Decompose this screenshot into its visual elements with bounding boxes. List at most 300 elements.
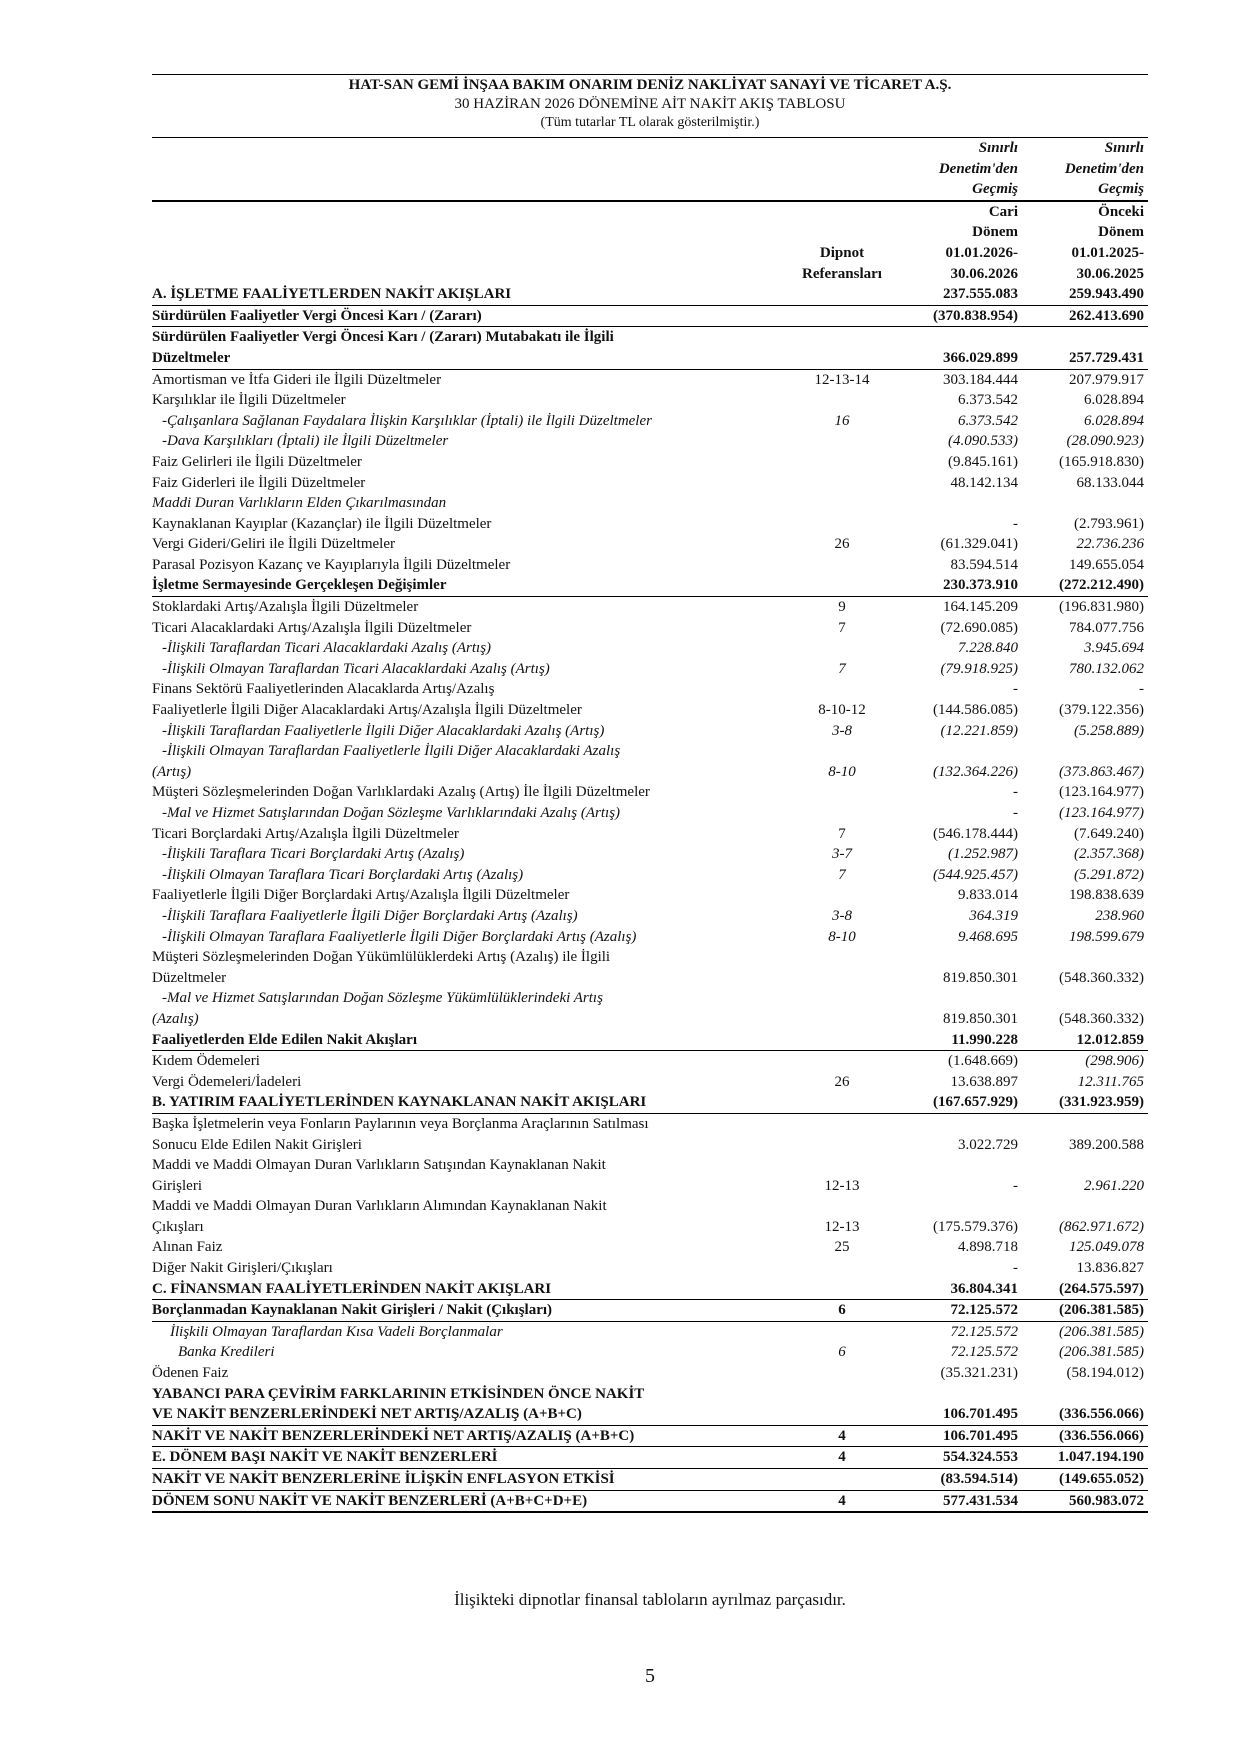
row-label: NAKİT VE NAKİT BENZERLERİNE İLİŞKİN ENFLASYON ETKİSİ bbox=[152, 1469, 792, 1491]
row-current-value: (4.090.533) bbox=[948, 433, 1018, 450]
row-current-value bbox=[892, 947, 1022, 968]
row-label: Ticari Alacaklardaki Artış/Azalışla İlgili Düzeltmeler bbox=[152, 619, 472, 636]
row-current-value: (167.657.929) bbox=[892, 1092, 1022, 1113]
row-note-ref bbox=[792, 1092, 892, 1113]
row-note-ref bbox=[792, 1051, 892, 1072]
row-prior-value: (548.360.332) bbox=[1059, 1010, 1144, 1027]
row-note-ref: 3-7 bbox=[832, 846, 852, 863]
table-row bbox=[152, 1113, 1148, 1134]
row-label: Finans Sektörü Faaliyetlerinden Alacaklarda Artış/Azalış bbox=[152, 681, 495, 698]
row-current-value: (544.925.457) bbox=[933, 866, 1018, 883]
row-prior-value: 198.599.679 bbox=[1069, 928, 1144, 945]
row-current-value: 72.125.572 bbox=[950, 1344, 1018, 1361]
row-label: Vergi Ödemeleri/İadeleri bbox=[152, 1073, 302, 1090]
table-row bbox=[152, 741, 1148, 762]
row-current-value: 303.184.444 bbox=[943, 371, 1018, 388]
row-note-ref bbox=[792, 1113, 892, 1134]
audit-header-cur-1: Sınırlı bbox=[978, 140, 1018, 156]
row-prior-value: 780.132.062 bbox=[1069, 660, 1144, 677]
row-current-value bbox=[892, 988, 1022, 1009]
row-prior-value: 262.413.690 bbox=[1022, 305, 1148, 327]
row-prior-value: 238.960 bbox=[1095, 907, 1144, 924]
row-prior-value: 389.200.588 bbox=[1069, 1136, 1144, 1153]
row-prior-value: (206.381.585) bbox=[1059, 1344, 1144, 1361]
current-period-header-4: 30.06.2026 bbox=[950, 265, 1018, 282]
row-current-value: (35.321.231) bbox=[940, 1365, 1018, 1382]
row-prior-value: 125.049.078 bbox=[1069, 1239, 1144, 1256]
row-current-value: (1.252.987) bbox=[948, 846, 1018, 863]
table-row bbox=[152, 1217, 1148, 1238]
row-current-value: - bbox=[1013, 515, 1018, 532]
row-note-ref: 16 bbox=[834, 412, 850, 429]
statement-title: 30 HAZİRAN 2026 DÖNEMİNE AİT NAKİT AKIŞ TABLOSU bbox=[454, 96, 846, 112]
row-current-value: (144.586.085) bbox=[933, 702, 1018, 719]
row-current-value: (72.690.085) bbox=[940, 619, 1018, 636]
table-row bbox=[152, 1135, 1148, 1156]
table-row bbox=[152, 803, 1148, 824]
row-prior-value: (272.212.490) bbox=[1022, 575, 1148, 596]
row-label: İlişkili Olmayan Taraflardan Kısa Vadeli Borçlanmalar bbox=[170, 1323, 503, 1340]
table-row bbox=[152, 1490, 1148, 1512]
row-note-ref bbox=[792, 452, 892, 473]
row-label: Alınan Faiz bbox=[152, 1239, 223, 1256]
row-current-value: - bbox=[1013, 1177, 1018, 1194]
table-row bbox=[152, 1176, 1148, 1197]
row-prior-value: (123.164.977) bbox=[1059, 784, 1144, 801]
row-note-ref bbox=[792, 473, 892, 494]
row-note-ref bbox=[792, 1279, 892, 1300]
row-current-value: 83.594.514 bbox=[950, 556, 1018, 573]
row-prior-value: (336.556.066) bbox=[1022, 1425, 1148, 1447]
row-current-value: 554.324.553 bbox=[892, 1447, 1022, 1469]
row-note-ref: 25 bbox=[834, 1239, 850, 1256]
table-row bbox=[152, 473, 1148, 494]
row-label: Diğer Nakit Girişleri/Çıkışları bbox=[152, 1260, 333, 1277]
row-prior-value: 259.943.490 bbox=[1022, 284, 1148, 305]
row-label: Müşteri Sözleşmelerinden Doğan Yükümlülüklerdeki Artış (Azalış) ile İlgili bbox=[152, 949, 611, 966]
row-current-value: 72.125.572 bbox=[950, 1323, 1018, 1340]
audit-header-cur-2: Denetim'den bbox=[938, 160, 1018, 177]
row-current-value: 819.850.301 bbox=[943, 969, 1018, 986]
table-row bbox=[152, 1072, 1148, 1093]
row-current-value: 7.228.840 bbox=[958, 640, 1018, 657]
row-label: VE NAKİT BENZERLERİNDEKİ NET ARTIŞ/AZALIŞ (A+B+C) bbox=[152, 1404, 792, 1425]
row-note-ref bbox=[792, 803, 892, 824]
row-label: Sonucu Elde Edilen Nakit Girişleri bbox=[152, 1136, 362, 1153]
row-label: Vergi Gideri/Geliri ile İlgili Düzeltmeler bbox=[152, 536, 395, 553]
row-prior-value bbox=[1022, 1113, 1148, 1134]
row-note-ref bbox=[792, 493, 892, 514]
row-prior-value: (5.291.872) bbox=[1074, 866, 1144, 883]
table-row bbox=[152, 1342, 1148, 1363]
row-label: Sürdürülen Faaliyetler Vergi Öncesi Karı / (Zararı) Mutabakatı ile İlgili bbox=[152, 329, 614, 346]
table-row bbox=[152, 844, 1148, 865]
audit-header-prev-2: Denetim'den bbox=[1064, 160, 1144, 177]
row-label: YABANCI PARA ÇEVİRİM FARKLARININ ETKİSİNDEN ÖNCE NAKİT bbox=[152, 1385, 645, 1402]
row-current-value bbox=[892, 327, 1022, 348]
row-current-value: (175.579.376) bbox=[933, 1218, 1018, 1235]
audit-header-prev-3: Geçmiş bbox=[1022, 179, 1148, 201]
row-note-ref bbox=[792, 1321, 892, 1342]
row-current-value: (61.329.041) bbox=[940, 536, 1018, 553]
row-label: Başka İşletmelerin veya Fonların Paylarının veya Borçlanma Araçlarının Satılması bbox=[152, 1115, 649, 1132]
row-current-value: 48.142.134 bbox=[950, 474, 1018, 491]
row-note-ref bbox=[792, 575, 892, 596]
row-prior-value: (331.923.959) bbox=[1022, 1092, 1148, 1113]
currency-note: (Tüm tutarlar TL olarak gösterilmiştir.) bbox=[540, 115, 760, 130]
row-note-ref: 8-10 bbox=[828, 763, 856, 780]
row-note-ref bbox=[792, 1258, 892, 1279]
row-prior-value: 13.836.827 bbox=[1076, 1260, 1144, 1277]
table-row bbox=[152, 575, 1148, 596]
row-note-ref bbox=[792, 1135, 892, 1156]
row-note-ref: 8-10 bbox=[828, 928, 856, 945]
row-label: Sürdürülen Faaliyetler Vergi Öncesi Karı / (Zararı) bbox=[152, 305, 792, 327]
row-note-ref bbox=[792, 782, 892, 803]
row-note-ref: 4 bbox=[792, 1425, 892, 1447]
cash-flow-table bbox=[152, 137, 1148, 1513]
row-label: Faiz Gelirleri ile İlgili Düzeltmeler bbox=[152, 453, 362, 470]
row-prior-value: (196.831.980) bbox=[1059, 599, 1144, 616]
row-prior-value: (379.122.356) bbox=[1059, 702, 1144, 719]
row-prior-value: (298.906) bbox=[1085, 1053, 1144, 1070]
table-row bbox=[152, 1279, 1148, 1300]
row-prior-value: 6.028.894 bbox=[1084, 412, 1144, 429]
table-row bbox=[152, 1300, 1148, 1322]
table-row bbox=[152, 988, 1148, 1009]
row-prior-value: 22.736.236 bbox=[1076, 536, 1144, 553]
row-current-value: 72.125.572 bbox=[892, 1300, 1022, 1322]
audit-header-prev-1: Sınırlı bbox=[1104, 140, 1144, 156]
table-row bbox=[152, 927, 1148, 948]
table-row bbox=[152, 1425, 1148, 1447]
table-body bbox=[152, 284, 1148, 1512]
table-row bbox=[152, 1051, 1148, 1072]
row-label: Maddi ve Maddi Olmayan Duran Varlıkların Satışından Kaynaklanan Nakit bbox=[152, 1157, 606, 1174]
row-label: NAKİT VE NAKİT BENZERLERİNDEKİ NET ARTIŞ/AZALIŞ (A+B+C) bbox=[152, 1425, 792, 1447]
row-current-value: 36.804.341 bbox=[892, 1279, 1022, 1300]
row-label: A. İŞLETME FAALİYETLERDEN NAKİT AKIŞLARI bbox=[152, 284, 792, 305]
row-prior-value: - bbox=[1139, 681, 1144, 698]
row-label: Kaynaklanan Kayıplar (Kazançlar) ile İlgili Düzeltmeler bbox=[152, 515, 492, 532]
row-note-ref: 12-13 bbox=[824, 1218, 860, 1235]
row-label: Düzeltmeler bbox=[152, 348, 792, 369]
row-current-value: 819.850.301 bbox=[943, 1010, 1018, 1027]
row-note-ref bbox=[792, 679, 892, 700]
table-row bbox=[152, 1237, 1148, 1258]
row-note-ref bbox=[792, 1030, 892, 1051]
row-note-ref bbox=[792, 284, 892, 305]
row-note-ref: 3-8 bbox=[832, 722, 852, 739]
row-label: Faiz Giderleri ile İlgili Düzeltmeler bbox=[152, 474, 366, 491]
row-current-value: (12.221.859) bbox=[940, 722, 1018, 739]
row-prior-value bbox=[1022, 327, 1148, 348]
row-prior-value: 560.983.072 bbox=[1022, 1490, 1148, 1512]
row-note-ref bbox=[792, 327, 892, 348]
row-label: -Çalışanlara Sağlanan Faydalara İlişkin Karşılıklar (İptali) ile İlgili Düzeltmeler bbox=[162, 412, 652, 429]
row-prior-value: (206.381.585) bbox=[1022, 1300, 1148, 1322]
row-label: Amortisman ve İtfa Gideri ile İlgili Düzeltmeler bbox=[152, 371, 442, 388]
row-prior-value: 3.945.694 bbox=[1084, 640, 1144, 657]
row-note-ref bbox=[792, 390, 892, 411]
row-current-value: 9.833.014 bbox=[958, 887, 1018, 904]
row-label: Faaliyetlerle İlgili Diğer Alacaklardaki Artış/Azalışla İlgili Düzeltmeler bbox=[152, 702, 582, 719]
row-label: Kıdem Ödemeleri bbox=[152, 1053, 260, 1070]
current-period-header-1: Cari bbox=[988, 203, 1018, 220]
row-prior-value: (149.655.052) bbox=[1022, 1469, 1148, 1491]
row-label: -Mal ve Hizmet Satışlarından Doğan Sözleşme Yükümlülüklerindeki Artış bbox=[162, 990, 603, 1007]
row-note-ref bbox=[792, 1363, 892, 1384]
row-current-value: (132.364.226) bbox=[933, 763, 1018, 780]
row-prior-value: (123.164.977) bbox=[1059, 805, 1144, 821]
row-current-value: 364.319 bbox=[969, 907, 1018, 924]
row-note-ref: 7 bbox=[838, 660, 846, 677]
row-prior-value: (58.194.012) bbox=[1066, 1365, 1144, 1382]
audit-header-cur-3: Geçmiş bbox=[892, 179, 1022, 201]
table-row bbox=[152, 700, 1148, 721]
row-note-ref: 26 bbox=[834, 536, 850, 553]
table-row bbox=[152, 452, 1148, 473]
row-prior-value: 68.133.044 bbox=[1076, 474, 1144, 491]
table-row bbox=[152, 865, 1148, 886]
row-current-value: 6.373.542 bbox=[958, 392, 1018, 409]
table-row bbox=[152, 431, 1148, 452]
row-label: Düzeltmeler bbox=[152, 969, 227, 986]
row-prior-value: 784.077.756 bbox=[1069, 619, 1144, 636]
row-label: -İlişkili Olmayan Taraflara Ticari Borçlardaki Artış (Azalış) bbox=[162, 866, 524, 883]
row-label: -Mal ve Hizmet Satışlarından Doğan Sözleşme Varlıklarındaki Azalış (Artış) bbox=[162, 805, 621, 821]
row-label: Maddi Duran Varlıkların Elden Çıkarılmasından bbox=[152, 495, 447, 512]
row-note-ref: 12-13-14 bbox=[814, 371, 870, 388]
row-prior-value: (373.863.467) bbox=[1059, 763, 1144, 780]
row-label: -İlişkili Olmayan Taraflara Faaliyetlerle İlgili Diğer Borçlardaki Artış (Azalış) bbox=[162, 928, 637, 945]
table-row bbox=[152, 1363, 1148, 1384]
prior-period-header-2: Dönem bbox=[1098, 224, 1144, 241]
row-label: Çıkışları bbox=[152, 1218, 204, 1235]
row-current-value: - bbox=[1013, 805, 1018, 821]
row-prior-value bbox=[1022, 493, 1148, 514]
row-prior-value: 198.838.639 bbox=[1069, 887, 1144, 904]
row-note-ref: 3-8 bbox=[832, 907, 852, 924]
row-current-value bbox=[892, 741, 1022, 762]
row-label: Müşteri Sözleşmelerinden Doğan Varlıklardaki Azalış (Artış) İle İlgili Düzeltmeler bbox=[152, 784, 650, 801]
row-prior-value: (2.357.368) bbox=[1074, 846, 1144, 863]
current-period-header-2: Dönem bbox=[972, 224, 1018, 241]
row-current-value: (1.648.669) bbox=[948, 1053, 1018, 1070]
row-prior-value: 149.655.054 bbox=[1069, 556, 1144, 573]
row-label: Parasal Pozisyon Kazanç ve Kayıplarıyla İlgili Düzeltmeler bbox=[152, 556, 511, 573]
row-note-ref bbox=[792, 431, 892, 452]
row-current-value: (83.594.514) bbox=[892, 1469, 1022, 1491]
row-current-value: 13.638.897 bbox=[950, 1073, 1018, 1090]
table-row bbox=[152, 885, 1148, 906]
table-row bbox=[152, 555, 1148, 576]
company-name: HAT-SAN GEMİ İNŞAA BAKIM ONARIM DENİZ NAKLİYAT SANAYİ VE TİCARET A.Ş. bbox=[348, 77, 952, 93]
row-label: C. FİNANSMAN FAALİYETLERİNDEN NAKİT AKIŞLARI bbox=[152, 1279, 792, 1300]
table-row bbox=[152, 968, 1148, 989]
table-row bbox=[152, 1009, 1148, 1030]
page-number: 5 bbox=[645, 1665, 655, 1687]
row-note-ref: 6 bbox=[838, 1344, 846, 1361]
table-row bbox=[152, 1030, 1148, 1051]
row-prior-value: (28.090.923) bbox=[1066, 433, 1144, 450]
row-label: Stoklardaki Artış/Azalışla İlgili Düzeltmeler bbox=[152, 599, 419, 616]
table-row bbox=[152, 493, 1148, 514]
table-row bbox=[152, 1155, 1148, 1176]
table-row bbox=[152, 1469, 1148, 1491]
row-note-ref bbox=[792, 1155, 892, 1176]
row-note-ref: 9 bbox=[838, 599, 846, 616]
row-prior-value bbox=[1022, 741, 1148, 762]
row-note-ref bbox=[792, 638, 892, 659]
row-note-ref: 8-10-12 bbox=[818, 702, 866, 719]
row-current-value: 237.555.083 bbox=[892, 284, 1022, 305]
table-row bbox=[152, 782, 1148, 803]
note-ref-header-1: Dipnot bbox=[819, 244, 865, 261]
row-note-ref bbox=[792, 348, 892, 369]
statement-header bbox=[152, 74, 1148, 132]
row-prior-value: (7.649.240) bbox=[1074, 825, 1144, 842]
table-row bbox=[152, 721, 1148, 742]
row-current-value: (370.838.954) bbox=[892, 305, 1022, 327]
current-period-header-3: 01.01.2026- bbox=[945, 244, 1018, 261]
note-ref-header-2: Referansları bbox=[802, 265, 882, 282]
table-row bbox=[152, 947, 1148, 968]
row-note-ref bbox=[792, 555, 892, 576]
table-row bbox=[152, 618, 1148, 639]
row-prior-value: 257.729.431 bbox=[1022, 348, 1148, 369]
row-note-ref: 7 bbox=[838, 866, 846, 883]
row-note-ref bbox=[792, 305, 892, 327]
table-row bbox=[152, 679, 1148, 700]
table-row bbox=[152, 638, 1148, 659]
prior-period-header-4: 30.06.2025 bbox=[1076, 265, 1144, 282]
row-current-value: 4.898.718 bbox=[958, 1239, 1018, 1256]
row-label: B. YATIRIM FAALİYETLERİNDEN KAYNAKLANAN NAKİT AKIŞLARI bbox=[152, 1092, 792, 1113]
row-label: Banka Kredileri bbox=[178, 1344, 275, 1361]
row-prior-value: (206.381.585) bbox=[1059, 1323, 1144, 1340]
row-note-ref: 4 bbox=[792, 1447, 892, 1469]
row-label: İşletme Sermayesinde Gerçekleşen Değişimler bbox=[152, 575, 792, 596]
row-prior-value: 207.979.917 bbox=[1069, 371, 1144, 388]
row-label: -İlişkili Olmayan Taraflardan Faaliyetlerle İlgili Diğer Alacaklardaki Azalış bbox=[162, 743, 621, 760]
footer-note: İlişikteki dipnotlar finansal tabloların ayrılmaz parçasıdır. bbox=[454, 1590, 846, 1609]
row-note-ref bbox=[792, 885, 892, 906]
row-label: -İlişkili Taraflara Ticari Borçlardaki Artış (Azalış) bbox=[162, 846, 465, 863]
table-row bbox=[152, 1092, 1148, 1113]
row-label: Maddi ve Maddi Olmayan Duran Varlıkların Alımından Kaynaklanan Nakit bbox=[152, 1198, 607, 1215]
row-note-ref: 6 bbox=[792, 1300, 892, 1322]
row-label: -Dava Karşılıkları (İptali) ile İlgili Düzeltmeler bbox=[162, 433, 449, 450]
row-prior-value: (2.793.961) bbox=[1074, 515, 1144, 532]
row-label: (Artış) bbox=[152, 763, 192, 780]
row-current-value bbox=[892, 493, 1022, 514]
row-label: Girişleri bbox=[152, 1177, 202, 1194]
row-prior-value: (862.971.672) bbox=[1059, 1218, 1144, 1235]
row-label: E. DÖNEM BAŞI NAKİT VE NAKİT BENZERLERİ bbox=[152, 1447, 792, 1469]
row-current-value bbox=[892, 1196, 1022, 1217]
row-label: Ödenen Faiz bbox=[152, 1365, 229, 1382]
row-prior-value: 1.047.194.190 bbox=[1022, 1447, 1148, 1469]
row-note-ref bbox=[792, 1196, 892, 1217]
prior-period-header-3: 01.01.2025- bbox=[1071, 244, 1144, 261]
row-prior-value bbox=[1022, 947, 1148, 968]
row-label: -İlişkili Taraflardan Ticari Alacaklardaki Azalış (Artış) bbox=[162, 640, 492, 657]
row-label: Borçlanmadan Kaynaklanan Nakit Girişleri / Nakit (Çıkışları) bbox=[152, 1300, 792, 1322]
row-current-value: (9.845.161) bbox=[948, 453, 1018, 470]
row-note-ref bbox=[792, 947, 892, 968]
row-note-ref bbox=[792, 1384, 892, 1405]
table-row bbox=[152, 1258, 1148, 1279]
row-current-value: - bbox=[1013, 784, 1018, 801]
row-note-ref bbox=[792, 988, 892, 1009]
row-note-ref bbox=[792, 741, 892, 762]
row-note-ref bbox=[792, 1469, 892, 1491]
row-label: (Azalış) bbox=[152, 1010, 199, 1027]
row-current-value: 6.373.542 bbox=[958, 412, 1018, 429]
row-note-ref bbox=[792, 514, 892, 535]
prior-period-header-1: Önceki bbox=[1098, 203, 1144, 220]
row-current-value bbox=[892, 1155, 1022, 1176]
row-current-value: (79.918.925) bbox=[940, 660, 1018, 677]
row-note-ref: 12-13 bbox=[824, 1177, 860, 1194]
table-row bbox=[152, 327, 1148, 348]
table-row bbox=[152, 762, 1148, 783]
table-row bbox=[152, 1321, 1148, 1342]
table-row bbox=[152, 906, 1148, 927]
row-prior-value bbox=[1022, 988, 1148, 1009]
row-prior-value bbox=[1022, 1384, 1148, 1405]
row-current-value: 366.029.899 bbox=[892, 348, 1022, 369]
row-current-value: 3.022.729 bbox=[958, 1136, 1018, 1153]
row-label: Ticari Borçlardaki Artış/Azalışla İlgili Düzeltmeler bbox=[152, 825, 459, 842]
table-row bbox=[152, 305, 1148, 327]
row-current-value: 164.145.209 bbox=[943, 599, 1018, 616]
row-label: DÖNEM SONU NAKİT VE NAKİT BENZERLERİ (A+B+C+D+E) bbox=[152, 1490, 792, 1512]
table-row bbox=[152, 597, 1148, 618]
row-prior-value: 2.961.220 bbox=[1084, 1177, 1144, 1194]
table-row bbox=[152, 534, 1148, 555]
row-note-ref: 7 bbox=[838, 825, 846, 842]
row-current-value bbox=[892, 1384, 1022, 1405]
table-row bbox=[152, 411, 1148, 432]
row-prior-value: (165.918.830) bbox=[1059, 453, 1144, 470]
table-row bbox=[152, 1404, 1148, 1425]
row-current-value bbox=[892, 1113, 1022, 1134]
row-note-ref: 4 bbox=[792, 1490, 892, 1512]
row-current-value: - bbox=[1013, 1260, 1018, 1277]
row-note-ref bbox=[792, 1009, 892, 1030]
row-prior-value bbox=[1022, 1155, 1148, 1176]
row-current-value: 230.373.910 bbox=[892, 575, 1022, 596]
table-row bbox=[152, 348, 1148, 369]
table-row bbox=[152, 390, 1148, 411]
row-prior-value: (336.556.066) bbox=[1022, 1404, 1148, 1425]
row-note-ref bbox=[792, 1404, 892, 1425]
row-prior-value: (548.360.332) bbox=[1059, 969, 1144, 986]
table-row bbox=[152, 659, 1148, 680]
table-row bbox=[152, 824, 1148, 845]
row-label: -İlişkili Olmayan Taraflardan Ticari Alacaklardaki Azalış (Artış) bbox=[162, 660, 550, 677]
row-prior-value: (5.258.889) bbox=[1074, 722, 1144, 739]
table-row bbox=[152, 514, 1148, 535]
table-row bbox=[152, 1196, 1148, 1217]
row-note-ref bbox=[792, 968, 892, 989]
row-current-value: - bbox=[1013, 681, 1018, 698]
row-label: Karşılıklar ile İlgili Düzeltmeler bbox=[152, 392, 346, 409]
row-current-value: 9.468.695 bbox=[958, 928, 1018, 945]
row-label: -İlişkili Taraflardan Faaliyetlerle İlgili Diğer Alacaklardaki Azalış (Artış) bbox=[162, 722, 605, 739]
